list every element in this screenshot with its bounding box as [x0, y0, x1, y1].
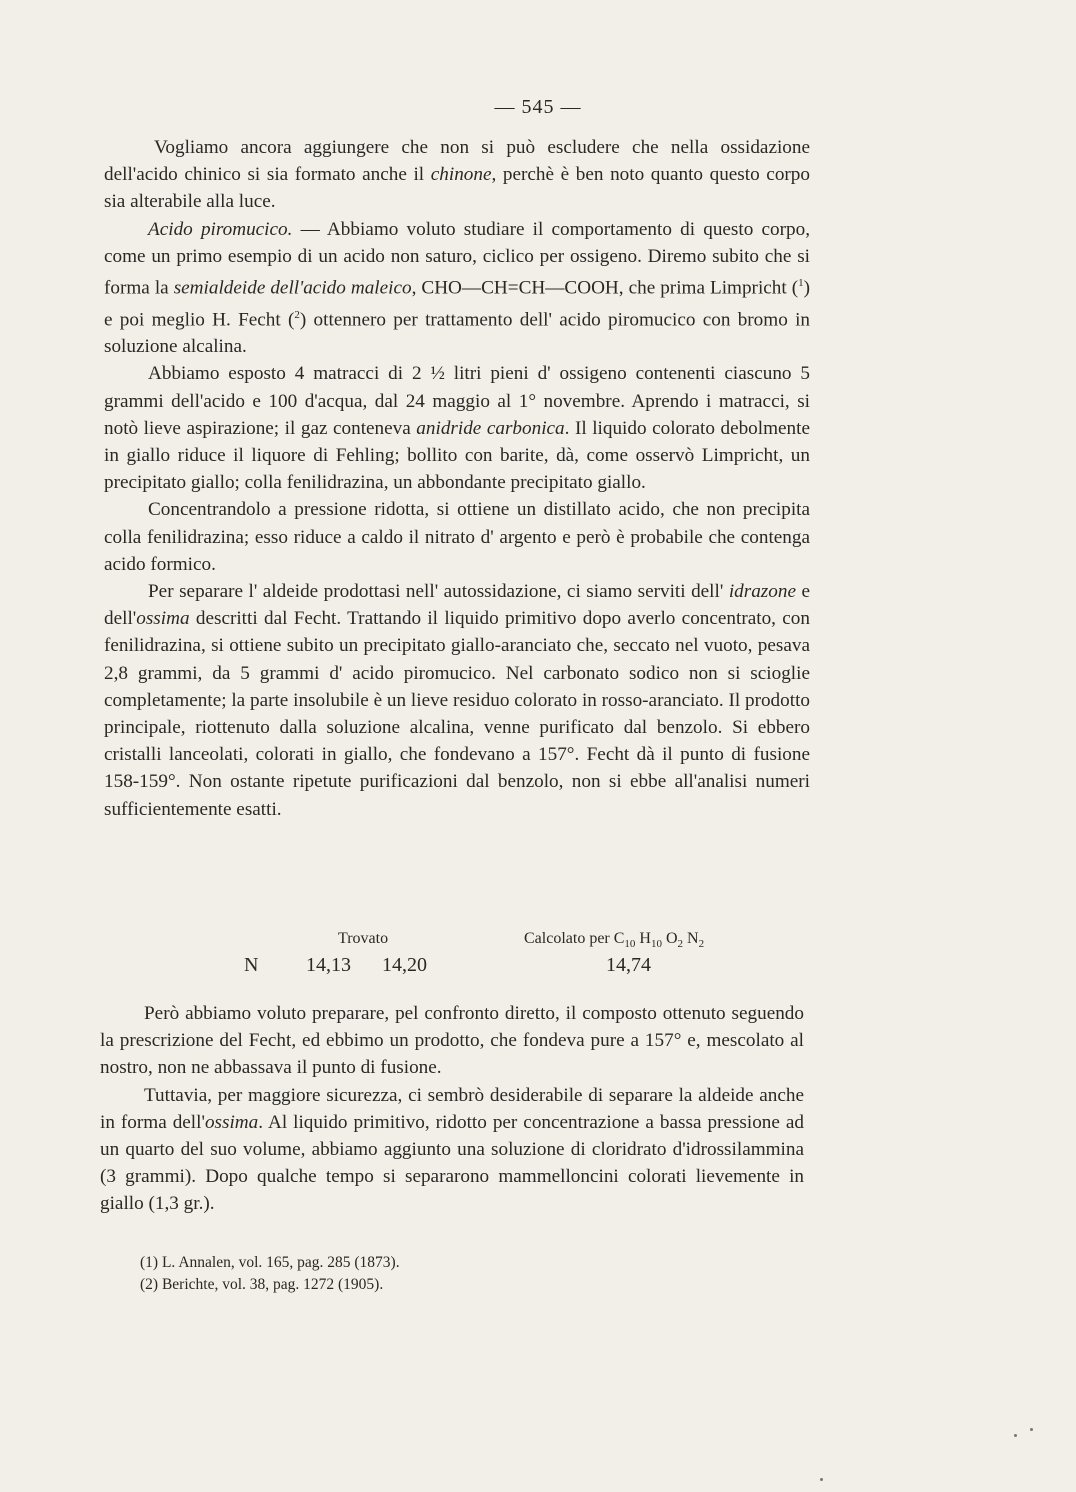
text-run: Vogliamo ancora aggiungere che non si può escludere che nella ossidazione dell'acido chinico si sia formato anche il [104, 137, 810, 186]
paragraph-4 [104, 496, 810, 578]
paragraph-6 [100, 1000, 804, 1082]
found-value-2: 14,20 [382, 954, 427, 976]
text-run: . Al liquido primitivo, ridotto per concentrazione a bassa pressione ad un quarto del suo volume, abbiamo aggiunto una soluzione di cloridrato d'idrossilammina (3 grammi). Dopo qualche tempo si separarono mammelloncini colorati lievemente in giallo (1,3 gr.). [100, 1111, 804, 1215]
text-run: Abbiamo esposto 4 matracci di 2 ½ litri pieni d' ossigeno contenenti ciascuno 5 grammi dell'acido e 100 d'acqua, dal 24 maggio al 1° novembre. Aprendo i matracci, si notò lieve aspirazione; il gaz conteneva [104, 363, 810, 439]
paragraph-1 [104, 134, 810, 216]
header-found: Trovato [338, 930, 389, 947]
text-run: 10 [624, 938, 636, 951]
footnote-1-text: L. Annalen, vol. 165, pag. 285 (1873). [158, 1254, 400, 1271]
text-run: Però abbiamo voluto preparare, pel confronto diretto, il composto ottenuto seguendo la prescrizione del Fecht, ed ebbimo un prodotto, che fondeva pure a 157° e, mescolato al nostro, non ne abbassava il punto di fusione. [100, 1003, 804, 1079]
text-run: 1 [798, 277, 804, 290]
text-run: N [683, 930, 699, 947]
text-run: idrazone [728, 581, 796, 603]
text-run: Concentrandolo a pressione ridotta, si ottiene un distillato acido, che non precipita colla fenilidrazina; esso riduce a caldo il nitrato d' argento e però è probabile che contenga acido formico. [104, 499, 810, 575]
footnote-1 [140, 1252, 640, 1274]
paper-speck [1030, 1428, 1033, 1431]
page-number: — 545 — [494, 96, 582, 118]
text-run: chinone [430, 164, 492, 186]
text-run: O [661, 930, 678, 947]
text-run: semialdeide dell'acido maleico [173, 277, 412, 299]
formula [613, 930, 705, 951]
footnote-2 [140, 1274, 640, 1296]
paragraph-7 [100, 1082, 804, 1218]
text-run: 2 [677, 938, 684, 951]
text-run: ) e poi meglio H. Fecht ( [104, 277, 810, 330]
text-run: C [613, 930, 625, 947]
text-run: ossima [136, 608, 190, 630]
text-run: 2 [294, 308, 300, 321]
text-run: . Il liquido colorato debolmente in giallo riduce il liquore di Fehling; bollito con barite, dà, come osservò Limpricht, un precipitato giallo; colla fenilidrazina, un abbondante precipitato giallo. [104, 417, 810, 494]
text-run: Per separare l' aldeide prodottasi nell' autossidazione, ci siamo serviti dell' [148, 581, 729, 603]
text-run: H [635, 930, 651, 947]
calculated-value: 14,74 [606, 954, 651, 976]
footnote-2-mark: (2) [140, 1276, 159, 1293]
text-run: descritti dal Fecht. Trattando il liquido primitivo dopo averlo concentrato, con fenilidrazina, si ottiene subito un precipitato giallo-aranciato che, seccato nel vuoto, pesava 2,8 grammi, da 5 grammi d' acido piromucico. Nel carbonato sodico non si scioglie completamente; la parte insolubile è un lieve residuo colorato in rosso-aranciato. Il prodotto principale, riottenuto dalla soluzione alcalina, venne purificato dal benzolo. Si ebbero cristalli lanceolati, colorati in giallo, che fondevano a 157°. Fecht dà il punto di fusione 158-159°. Non ostante ripetute purificazioni dal benzolo, non si ebbe all'analisi numeri sufficientemente esatti. [104, 608, 810, 820]
main-text-upper [104, 134, 810, 823]
element-symbol: N [244, 954, 259, 976]
header-calculated-prefix: Calcolato per [524, 930, 614, 947]
main-text-lower [100, 1000, 804, 1218]
text-run: — Abbiamo voluto studiare il comportamento di questo corpo, come un primo esempio di un acido non saturo, ciclico per ossigeno. Diremo subito che si forma la [104, 218, 810, 299]
footnotes [140, 1252, 640, 1296]
text-run: , perchè è ben noto quanto questo corpo sia alterabile alla luce. [104, 164, 810, 213]
analysis-table [104, 930, 810, 982]
text-run: ) ottennero per trattamento dell' acido piromucico con bromo in soluzione alcalina. [104, 309, 810, 358]
text-run: 2 [698, 938, 705, 951]
footnote-1-mark: (1) [140, 1254, 159, 1271]
text-run: e dell' [104, 581, 810, 630]
text-run: Tuttavia, per maggiore sicurezza, ci sembrò desiderabile di separare la aldeide anche in forma dell' [100, 1084, 804, 1133]
paragraph-5 [104, 578, 810, 823]
text-run: , CHO—CH=CH—COOH, che prima Limpricht ( [411, 277, 799, 299]
text-run: ossima [204, 1111, 259, 1133]
paper-speck [820, 1478, 823, 1481]
paragraph-2 [104, 216, 810, 361]
paper-speck [1014, 1434, 1017, 1437]
found-value-1: 14,13 [306, 954, 351, 976]
paragraph-3 [104, 360, 810, 496]
text-run: Acido piromucico. [148, 218, 293, 240]
text-run: anidride carbonica [416, 417, 565, 439]
footnote-2-text: Berichte, vol. 38, pag. 1272 (1905). [158, 1276, 384, 1293]
text-run: 10 [650, 938, 662, 951]
header-calculated [524, 930, 704, 950]
